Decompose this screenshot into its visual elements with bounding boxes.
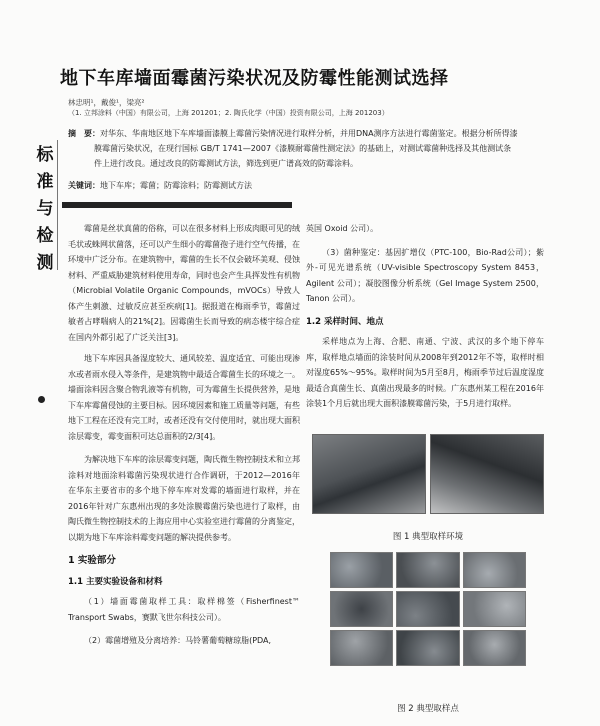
sample-photo bbox=[396, 552, 459, 588]
abstract bbox=[68, 126, 518, 171]
equipment-item-2: （2）霉菌增殖及分离培养：马铃薯葡萄糖琼脂(PDA, bbox=[84, 636, 272, 645]
garage-photo-left bbox=[312, 434, 426, 514]
figure-1-caption: 图 1 典型取样环境 bbox=[392, 532, 464, 542]
sample-photo bbox=[396, 630, 459, 666]
keywords bbox=[68, 180, 518, 191]
sample-photo bbox=[330, 630, 393, 666]
sample-photo bbox=[396, 591, 459, 627]
figure-2-grid bbox=[330, 552, 526, 666]
figure-1-photos bbox=[312, 434, 544, 514]
section-sidebar-label: 标 准 与 检 测 bbox=[36, 145, 54, 273]
section-heading-1: 1 实验部分 bbox=[68, 555, 116, 566]
keywords-text: 地下车库；霉菌；防霉涂料；防霉测试方法 bbox=[100, 181, 252, 190]
sidebar-rule bbox=[57, 140, 58, 270]
intro-paragraph-3: 为解决地下车库的涂层霉变问题，陶氏微生物控制技术和立邦涂料对地面涂料霉菌污染现状进行合作调研，于2012—2016年在华东主要省市的多个地下停车库对发霉的墙面进行取样，并在2016年针对广东惠州出现的多处涂膜霉菌污染也进行了取样，由陶氏微生物控制技术的上海应用中心实验室进行霉菌的分离鉴定，以期为地下车库涂料霉变问题的解决提供参考。 bbox=[68, 455, 300, 542]
paper-title: 地下车库墙面霉菌污染状况及防霉性能测试选择 bbox=[60, 68, 449, 89]
binding-dot bbox=[38, 396, 45, 403]
equipment-item-1: （1）墙面霉菌取样工具：取样棉签（Fisherfinest™ Transport Swabs，赛默飞世尔科技公司）。 bbox=[68, 597, 300, 622]
sample-photo bbox=[330, 552, 393, 588]
authors: 林忠明¹，戴俊¹，梁亮² bbox=[68, 98, 145, 107]
affiliations: （1. 立邦涂料（中国）有限公司，上海 201201；2. 陶氏化学（中国）投资有限公司，上海 201203） bbox=[68, 109, 389, 117]
intro-paragraph-1: 霉菌是丝状真菌的俗称，可以在很多材料上形成肉眼可见的绒毛状或蛛网状菌落，还可以产生细小的霉菌孢子进行空气传播，在环境中广泛分布。在建筑物中，霉菌的生长不仅会破坏美观、侵蚀材料、严重威胁建筑材料使用寿命，同时也会产生具挥发性有机物（Microbial Volatile Organic Compounds，mVOCs）导致人体产生刺激、过敏反应甚至疾病[1]。据报道在梅雨季节，霉菌过敏者占哮喘病人的21%[2]。因霉菌生长而导致的病态楼宇综合症在国内外都引起了广泛关注[3]。 bbox=[68, 224, 300, 342]
sample-photo bbox=[463, 552, 526, 588]
sample-photo bbox=[463, 591, 526, 627]
left-column bbox=[68, 221, 300, 657]
sample-photo bbox=[330, 591, 393, 627]
keywords-label: 关键词： bbox=[68, 181, 100, 190]
subsection-heading-1-2: 1.2 采样时间、地点 bbox=[306, 316, 384, 327]
abstract-label: 摘 要： bbox=[68, 129, 100, 138]
equipment-item-2-cont: 英国 Oxoid 公司）。 bbox=[306, 224, 379, 233]
sample-photo bbox=[463, 630, 526, 666]
right-column bbox=[306, 221, 544, 420]
abstract-text: 对华东、华南地区地下车库墙面漆膜上霉菌污染情况进行取样分析，并用DNA测序方法进行霉菌鉴定。根据分析所得漆膜霉菌污染状况，在现行国标 GB/T 1741—2007《漆膜耐霉菌性测定法》的基础上，对测试霉菌种选择及其他测试条件上进行改良。通过改良的防霉测试方法，筛选到更广谱高效的防霉涂料。 bbox=[94, 129, 518, 168]
garage-photo-right bbox=[430, 434, 544, 514]
intro-paragraph-2: 地下车库因具备湿度较大、通风较差、温度适宜、可能出现渗水或者雨水侵入等条件，是建筑物中最适合霉菌生长的环境之一。墙面涂料因含聚合物乳液等有机物，可为霉菌生长提供营养，是地下车库霉菌侵蚀的主要目标。因环境因素和施工质量等问题，有些地下工程在还没有完工时，或者还没有交付使用时，就出现大面积涂层霉变，霉变面积可达总面积的2/3[4]。 bbox=[68, 354, 300, 441]
subsection-heading-1-1: 1.1 主要实验设备和材料 bbox=[68, 576, 163, 587]
figure-2-caption: 图 2 典型取样点 bbox=[397, 704, 459, 714]
header-divider-bar bbox=[62, 202, 292, 208]
equipment-item-3: （3）菌种鉴定：基因扩增仪（PTC-100，Bio-Rad公司）；紫外-可见光谱系统（UV-visible Spectroscopy System 8453，Agilent 公司）；凝胶图像分析系统（Gel Image System 2500，Tanon 公司）。 bbox=[306, 247, 544, 303]
sampling-paragraph: 采样地点为上海、合肥、南通、宁波、武汉的多个地下停车库，取样地点墙面的涂装时间从2008年到2012年不等，取样时相对湿度65%～95%。取样时间为5月至8月，梅雨季节过后温度湿度最适合真菌生长、真菌出现最多的时候。广东惠州某工程在2016年涂装1个月后就出现大面积漆膜霉菌污染，于5月进行取样。 bbox=[306, 337, 544, 408]
